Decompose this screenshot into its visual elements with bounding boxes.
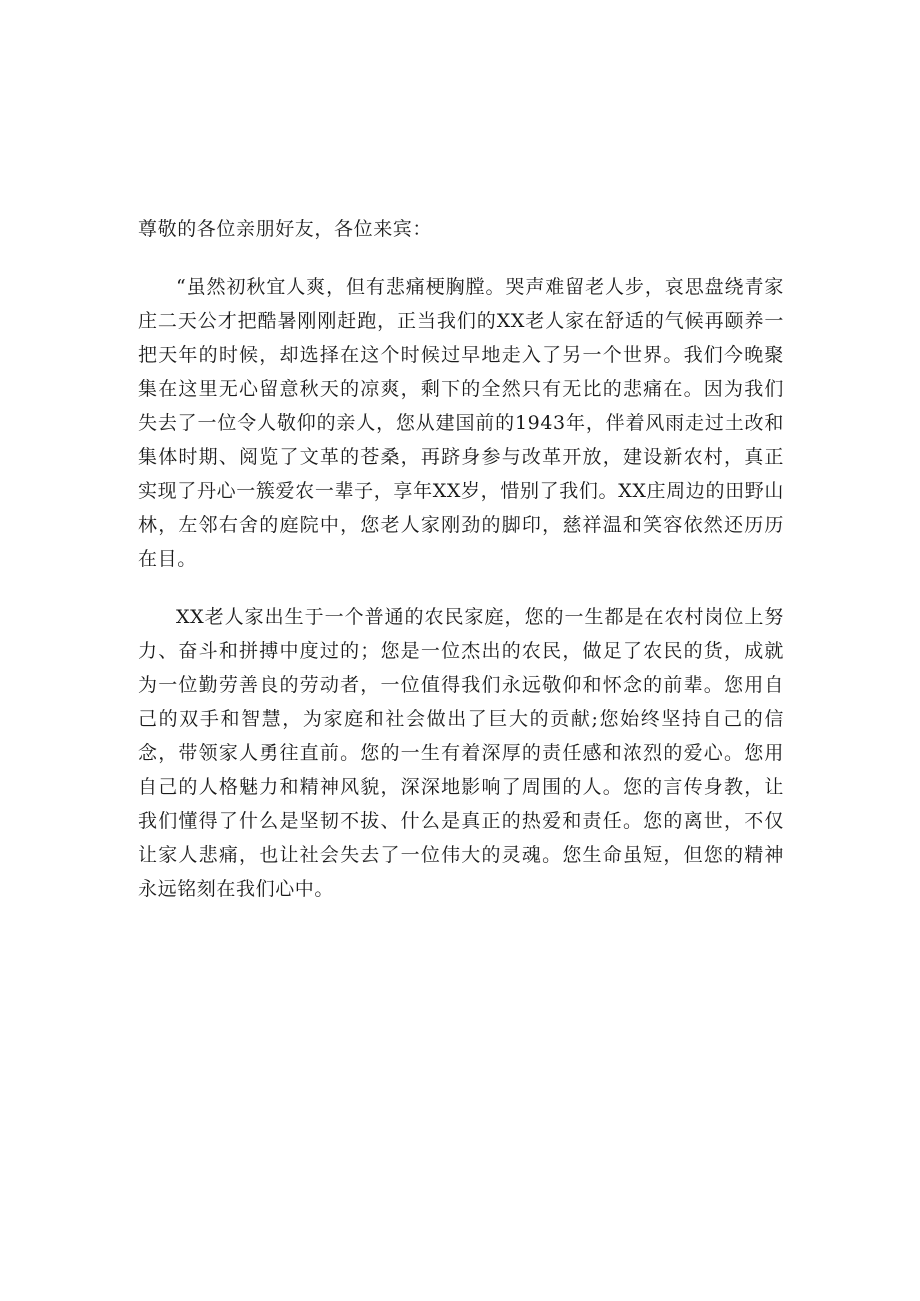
salutation: 尊敬的各位亲朋好友，各位来宾： (138, 218, 433, 240)
paragraph-2: XX老人家出生于一个普通的农民家庭，您的一生都是在农村岗位上努力、奋斗和拼搏中度过的；您是一位杰出的农民，做足了农民的货，成就为一位勤劳善良的劳动者，一位值得我们永远敬仰和怀念的前辈。您用自己的双手和智慧，为家庭和社会做出了巨大的贡献;您始终坚持自己的信念，带领家人勇往直前。您的一生有着深厚的责任感和浓烈的爱心。您用自己的人格魅力和精神风貌，深深地影响了周围的人。您的言传身教，让我们懂得了什么是坚韧不拔、什么是真正的热爱和责任。您的离世，不仅让家人悲痛，也让社会失去了一位伟大的灵魂。您生命虽短，但您的精神永远铭刻在我们心中。 (138, 606, 784, 900)
paragraph-1: “虽然初秋宜人爽，但有悲痛梗胸膛。哭声难留老人步，哀思盘绕青家庄二天公才把酷暑刚刚赶跑，正当我们的XX老人家在舒适的气候再颐养一把天年的时候，却选择在这个时候过早地走入了另一个世界。我们今晚聚集在这里无心留意秋天的凉爽，剩下的全然只有无比的悲痛在。因为我们失去了一位令人敬仰的亲人，您从建国前的1943年，伴着风雨走过土改和集体时期、阅览了文革的苍桑，再跻身参与改革开放，建设新农村，真正实现了丹心一簇爱农一辈子，享年XX岁，惜别了我们。XX庄周边的田野山林，左邻右舍的庭院中，您老人家刚劲的脚印，慈祥温和笑容依然还历历在目。 (138, 276, 784, 570)
document-body (138, 212, 784, 906)
